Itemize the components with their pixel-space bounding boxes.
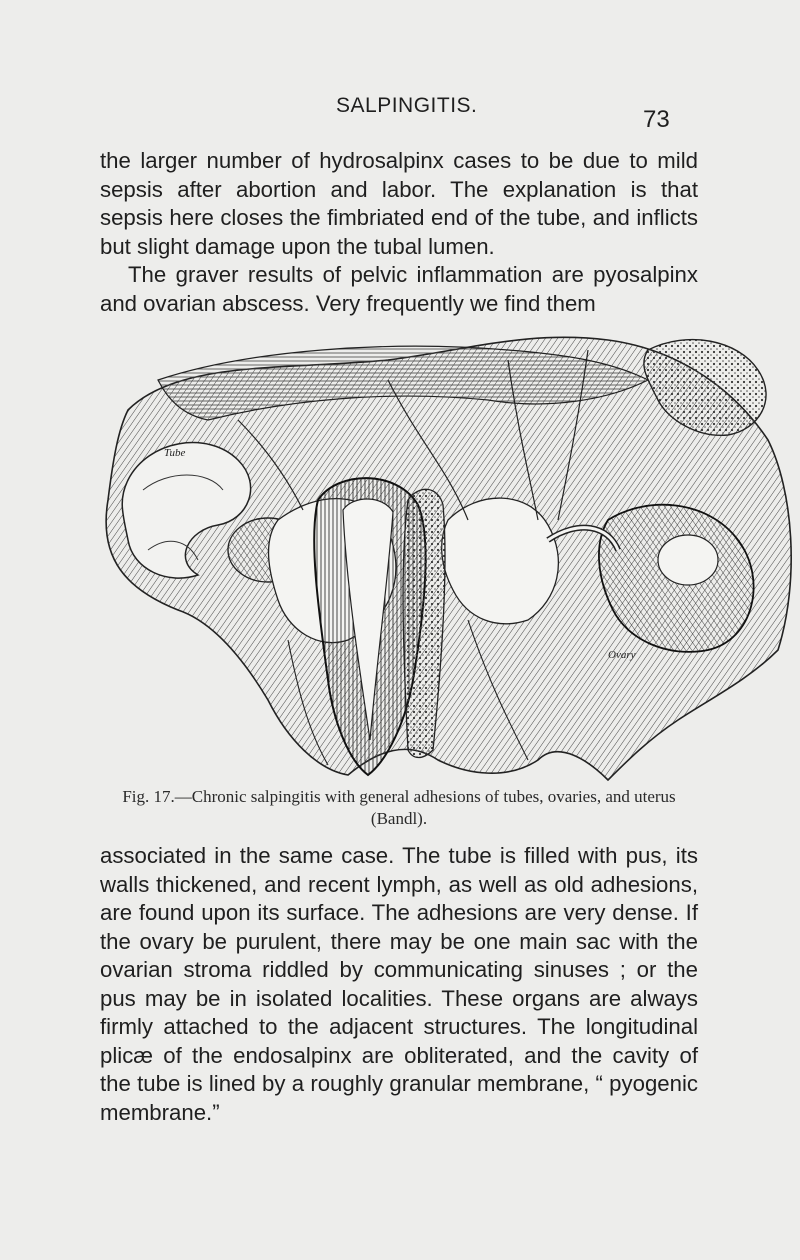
page-number: 73: [643, 106, 670, 133]
paragraph-bottom: associated in the same case. The tube is filled with pus, its walls thickened, and recent lymph, as well as old adhesions, are found upon its surface. The adhesions are very dense. If the ovary be purulent, there may be one main sac with the ovarian stroma riddled by communicating sinuses ; or the pus may be in isolated localities. These organs are always firmly attached to the adjacent structures. The longitudinal plicæ of the endosalpinx are obliterated, and the cavity of the tube is lined by a roughly granular membrane, “ pyogenic membrane.”: [100, 843, 698, 1125]
figure-caption: Fig. 17.—Chronic salpingitis with general adhesions of tubes, ovaries, and uterus (Bandl).: [122, 787, 676, 828]
label-ovary: Ovary: [608, 649, 636, 661]
uterus-adhesions-illustration: [88, 320, 800, 790]
running-head: SALPINGITIS.: [336, 94, 478, 117]
label-tube: Tube: [164, 447, 186, 459]
paragraph-top: [100, 147, 698, 318]
paragraph-top-new: The graver results of pelvic inflammation are pyosalpinx and ovarian abscess. Very frequently we find them: [100, 262, 698, 316]
anatomical-figure: [88, 320, 800, 790]
paragraph-top-continuation: the larger number of hydrosalpinx cases to be due to mild sepsis after abortion and labor. The explanation is that sepsis here closes the fimbriated end of the tube, and inflicts but slight damage upon the tubal lumen.: [100, 148, 698, 259]
page-header: [0, 94, 800, 134]
